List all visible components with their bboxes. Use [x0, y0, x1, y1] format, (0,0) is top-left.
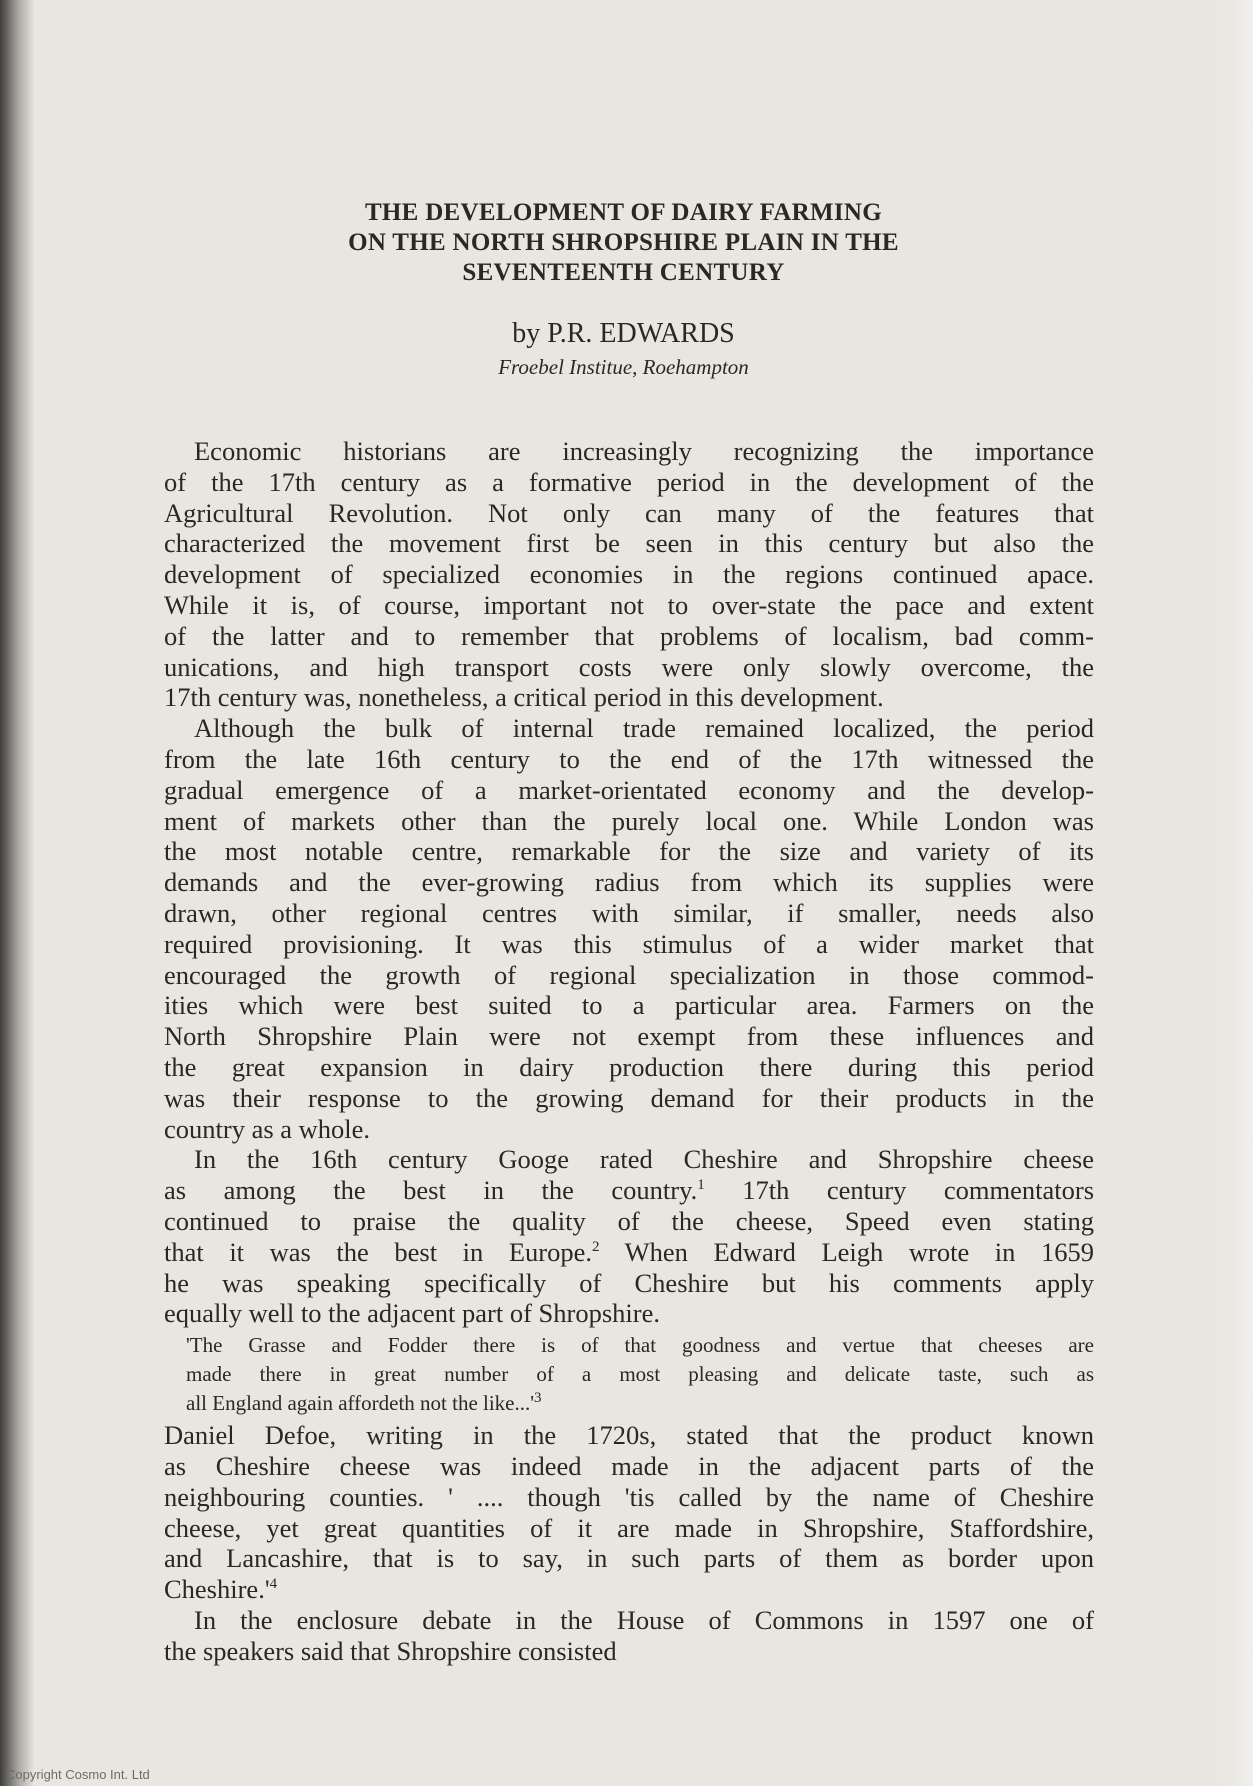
copyright-watermark: Copyright Cosmo Int. Ltd [6, 1767, 150, 1782]
text-fragment: as among the best in the country. [164, 1175, 698, 1206]
footnote-marker: 2 [592, 1238, 600, 1255]
text-line: from the late 16th century to the end of the 17th witnessed the [164, 743, 1094, 774]
paragraph-2 [164, 713, 1094, 1144]
text-line: ities which were best suited to a particular area. Farmers on the [164, 990, 1094, 1021]
text-line [164, 1574, 1094, 1605]
text-fragment: Cheshire.' [164, 1574, 270, 1605]
text-line: demands and the ever-growing radius from which its supplies were [164, 867, 1094, 898]
title-line: SEVENTEENTH CENTURY [462, 259, 785, 286]
text-line: of the 17th century as a formative period in the development of the [164, 466, 1094, 497]
text-line: cheese, yet great quantities of it are made in Shropshire, Staffordshire, [164, 1512, 1094, 1543]
text-line: encouraged the growth of regional specialization in those commod- [164, 959, 1094, 990]
text-line: Although the bulk of internal trade remained localized, the period [194, 713, 1094, 744]
paragraph-4 [164, 1420, 1094, 1605]
text-line: as Cheshire cheese was indeed made in the adjacent parts of the [164, 1450, 1094, 1481]
text-line: the speakers said that Shropshire consisted [164, 1635, 617, 1666]
footnote-marker: 1 [697, 1177, 705, 1194]
footnote-marker: 4 [269, 1576, 278, 1593]
text-fragment: When Edward Leigh wrote in 1659 [624, 1236, 1094, 1267]
text-line: In the enclosure debate in the House of Commons in 1597 one of [194, 1604, 1094, 1635]
text-line: ment of markets other than the purely local one. While London was [164, 805, 1094, 836]
author-affiliation: Froebel Institue, Roehampton [498, 355, 749, 379]
text-line: equally well to the adjacent part of Shropshire. [164, 1298, 660, 1329]
block-quote [164, 1331, 1094, 1418]
footnote-marker: 3 [534, 1390, 542, 1407]
author-byline: by P.R. EDWARDS [512, 318, 735, 349]
text-line [164, 1237, 1094, 1268]
text-line: the most notable centre, remarkable for the size and variety of its [164, 836, 1094, 867]
text-line: continued to praise the quality of the cheese, Speed even stating [164, 1205, 1094, 1236]
text-line: Economic historians are increasingly recognizing the importance [194, 436, 1094, 466]
paragraph-1 [164, 436, 1094, 713]
text-line: development of specialized economies in the regions continued apace. [164, 559, 1094, 590]
text-fragment: that it was the best in Europe. [164, 1236, 593, 1267]
text-line: While it is, of course, important not to over-state the pace and extent [164, 589, 1094, 620]
text-line: was their response to the growing demand for their products in the [164, 1082, 1094, 1113]
title-line: THE DEVELOPMENT OF DAIRY FARMING [364, 199, 883, 226]
text-fragment: 17th century commentators [742, 1175, 1095, 1206]
paragraph-3 [164, 1144, 1094, 1329]
scan-right-edge [1213, 0, 1253, 1786]
title-line: ON THE NORTH SHROPSHIRE PLAIN IN THE [348, 229, 899, 256]
text-line: 17th century was, nonetheless, a critical period in this development. [164, 682, 884, 713]
text-line: and Lancashire, that is to say, in such parts of them as border upon [164, 1543, 1094, 1574]
text-line: the great expansion in dairy production there during this period [164, 1051, 1094, 1082]
text-line: of the latter and to remember that problems of localism, bad comm- [164, 620, 1094, 651]
text-line: he was speaking specifically of Cheshire but his comments apply [164, 1267, 1094, 1298]
text-line: characterized the movement first be seen in this century but also the [164, 528, 1094, 559]
text-line: Agricultural Revolution. Not only can many of the features that [164, 497, 1094, 528]
text-line: country as a whole. [164, 1113, 371, 1144]
text-fragment: all England again affordeth not the like...' [186, 1391, 535, 1416]
quote-line: 'The Grasse and Fodder there is of that goodness and vertue that cheeses are [186, 1333, 1094, 1358]
text-line: North Shropshire Plain were not exempt from these influences and [164, 1021, 1094, 1052]
article-body [164, 436, 1094, 1666]
text-line: Daniel Defoe, writing in the 1720s, stated that the product known [164, 1420, 1094, 1451]
text-line: unications, and high transport costs were only slowly overcome, the [164, 651, 1094, 682]
text-line: In the 16th century Googe rated Cheshire and Shropshire cheese [194, 1144, 1094, 1175]
text-line: drawn, other regional centres with similar, if smaller, needs also [164, 897, 1094, 928]
text-line: neighbouring counties. ' .... though 'tis called by the name of Cheshire [164, 1481, 1094, 1512]
article-title [34, 198, 1213, 288]
scan-binding-edge [0, 0, 34, 1786]
text-line: required provisioning. It was this stimulus of a wider market that [164, 928, 1094, 959]
document-page [34, 0, 1213, 1786]
quote-line: made there in great number of a most pleasing and delicate taste, such as [186, 1362, 1094, 1387]
text-line [164, 1175, 1094, 1206]
text-line: gradual emergence of a market-orientated economy and the develop- [164, 774, 1094, 805]
paragraph-5 [164, 1605, 1094, 1667]
quote-line [186, 1389, 1094, 1418]
